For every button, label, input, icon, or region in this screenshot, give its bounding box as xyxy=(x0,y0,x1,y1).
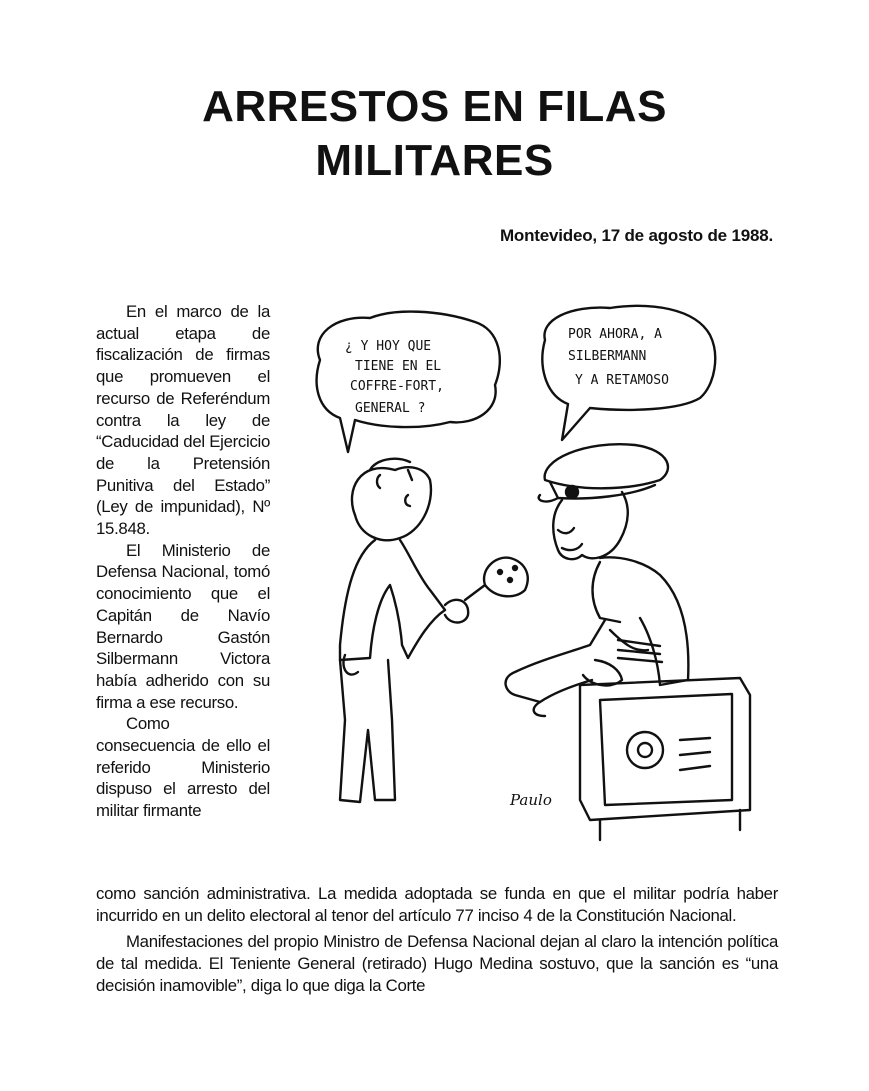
bubble-left-text xyxy=(345,339,444,416)
bubble-left-line-1: ¿ Y HOY QUE xyxy=(345,339,432,354)
bubble-left-line-4: GENERAL ? xyxy=(355,401,426,416)
paragraph-3-end: como sanción administrativa. La medida adoptada se funda en que el militar podría haber incurrido en un delito electoral al tenor del artículo 77 inciso 4 de la Constitución Nacional. xyxy=(96,884,778,925)
dateline: Montevideo, 17 de agosto de 1988. xyxy=(499,226,773,245)
bubble-right-line-2: SILBERMANN xyxy=(568,349,647,364)
full-width-text xyxy=(96,883,778,997)
reporter-head xyxy=(352,467,431,540)
bubble-right-line-3: Y A RETAMOSO xyxy=(575,373,669,388)
paragraph-2: El Ministerio de Defensa Nacional, tomó conocimiento que el Capitán de Navío Bernardo Gastón Silbermann Victora había adherido con su firma a ese recurso. xyxy=(96,540,270,712)
reporter-body xyxy=(340,540,445,660)
paragraph-1: En el marco de la actual etapa de fiscalización de firmas que promueven el recurso de Referéndum contra la ley de “Caducidad del Ejercicio de la Pretensión Punitiva del Estado” (Ley de impunidad), Nº 15.848. xyxy=(96,302,270,539)
microphone-icon xyxy=(465,558,528,600)
safe-icon xyxy=(580,678,750,840)
title-line-1: ARRESTOS EN FILAS xyxy=(202,82,667,131)
bubble-right-text xyxy=(568,327,669,388)
bubble-left-line-2: TIENE EN EL xyxy=(355,359,442,374)
narrow-column xyxy=(96,301,270,822)
bubble-left-line-3: COFFRE-FORT, xyxy=(350,379,444,394)
cartoonist-signature: Paulo xyxy=(510,791,552,809)
political-cartoon xyxy=(300,300,760,845)
paragraph-3-start: Como consecuencia de ello el referido Ministerio dispuso el arresto del militar firmante xyxy=(96,714,270,821)
article-title xyxy=(0,80,869,188)
bubble-right-line-1: POR AHORA, A xyxy=(568,327,662,342)
title-line-2: MILITARES xyxy=(315,136,554,185)
paragraph-4: Manifestaciones del propio Ministro de Defensa Nacional dejan al claro la intención política de tal medida. El Teniente General (retirado) Hugo Medina sostuvo, que la sanción es “una decisión inamovible”, diga lo que diga la Corte xyxy=(96,932,778,995)
general-cap xyxy=(545,444,668,488)
